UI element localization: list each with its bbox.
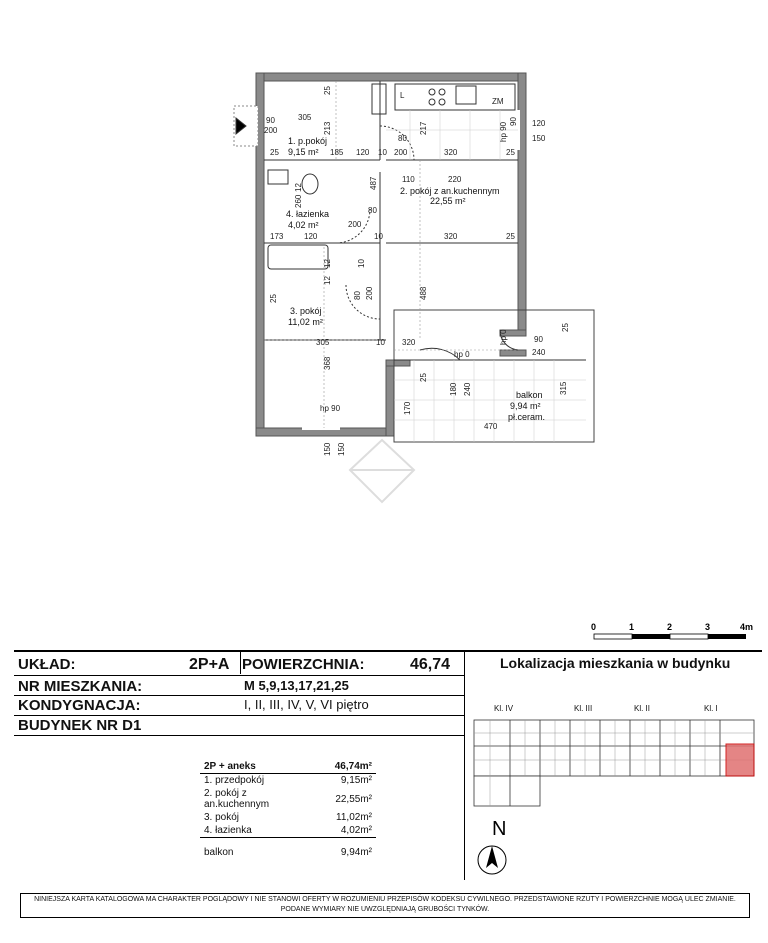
dim: 80 [368,206,377,215]
scale-tick: 2 [667,622,673,632]
door-dim: 200 [264,126,278,135]
room-4-area: 4,02 m² [288,220,319,230]
dim: 110 [402,175,415,184]
area-room: 1. przedpokój [204,775,265,786]
scale-tick: 4m [740,622,754,632]
area-row [200,824,376,838]
disclaimer-line-2: PODANE WYMIARY NIE UWZGLĘDNIAJĄ GRUBOŚCI TYNKÓW. [280,906,490,913]
scale-tick: 0 [591,622,597,632]
dim: 260 [294,194,303,208]
nr-label: NR MIESZKANIA: [18,678,143,695]
dim: 200 [365,286,374,300]
dim: 305 [316,338,330,347]
dim: 180 [449,382,458,396]
compass-icon [478,846,506,874]
area-row [200,846,376,859]
klatka-label: Kl. I [704,704,718,713]
dim: 320 [444,232,458,241]
location-title: Lokalizacja mieszkania w budynku [500,655,731,671]
dim: 10 [376,338,385,347]
dim: 12 [323,276,332,285]
dim: 240 [532,348,546,357]
dim: 25 [269,294,278,303]
dim: 25 [506,148,515,157]
dim: 488 [419,286,428,300]
area-row [200,774,376,788]
areas-header-total: 46,74m² [334,761,372,772]
room-4-name: 4. łazienka [286,209,330,219]
kitchen-zm: ZM [492,97,504,106]
info-top-line [14,650,762,652]
room-1-area: 9,15 m² [288,147,319,157]
dim: 25 [323,86,332,95]
area-value: 9,15m² [340,775,372,786]
uklad-label: UKŁAD: [18,656,76,673]
areas-table [200,760,376,859]
dim: 240 [463,382,472,396]
dim: 200 [394,148,408,157]
dim: 200 [348,220,362,229]
area-row [200,787,376,811]
dim: 315 [559,381,568,395]
room-3-name: 3. pokój [290,306,322,316]
hp-label: hp 0 [499,329,508,345]
dim: 150 [532,134,546,143]
scale-bar [591,622,753,639]
klatka-label: Kl. III [574,704,593,713]
dim: 12 [323,259,332,268]
dim: 120 [356,148,370,157]
dim: 470 [484,422,498,431]
row-line [14,675,464,676]
uklad-sep [240,652,241,674]
powierzchnia-value: 46,74 [410,656,451,673]
dim: 368 [323,356,332,370]
room-2-area: 22,55 m² [430,196,466,206]
dim: 120 [532,119,546,128]
balkon-area: 9,94 m² [510,401,541,411]
dim: 90 [509,117,518,126]
area-value: 11,02m² [336,812,372,823]
area-value: 22,55m² [335,793,372,805]
dim: 10 [357,259,366,268]
dim: 80 [353,291,362,300]
dim: 150 [323,442,332,456]
scale-tick: 1 [629,622,635,632]
dim: 10 [374,232,383,241]
kitchen-l: L [400,91,405,100]
location-map [470,700,760,880]
door-dim: 90 [266,116,275,125]
dim: 25 [506,232,515,241]
dim: 25 [419,373,428,382]
dim: 173 [270,232,284,241]
dim: 320 [402,338,416,347]
dim: 170 [403,401,412,415]
klatka-label: Kl. IV [494,704,514,713]
row-line [14,715,464,716]
info-divider [464,650,465,880]
row-line [14,695,464,696]
nr-value: M 5,9,13,17,21,25 [244,678,349,693]
dim: 90 [534,335,543,344]
disclaimer-line-1: NINIEJSZA KARTA KATALOGOWA MA CHARAKTER POGLĄDOWY I NIE STANOWI OFERTY W ROZUMIENIU PRZEPISÓW KODEKSU CYWILNEGO. PRZEDSTAWIONE RZUTY I POWIERZCHNIE MOGĄ ULEC ZMIANIE. [34,896,736,903]
dim: 217 [419,121,428,135]
powierzchnia-label: POWIERZCHNIA: [242,656,365,673]
dim: 150 [337,442,346,456]
area-row [200,811,376,824]
bud-label: BUDYNEK NR D1 [18,717,142,734]
area-room: 3. pokój [204,812,240,823]
dim: 320 [444,148,458,157]
apartment-highlight [726,744,754,776]
area-value: 9,94m² [340,847,372,858]
hp-label: hp 90 [320,404,341,413]
room-2-name: 2. pokój z an.kuchennym [400,186,500,196]
north-label: N [492,818,507,840]
areas-header-name: 2P + aneks [204,761,256,772]
kond-label: KONDYGNACJA: [18,697,141,714]
area-room: balkon [204,847,234,858]
uklad-value: 2P+A [189,656,230,673]
dim: 10 [378,148,387,157]
room-3-area: 11,02 m² [288,317,323,327]
dim: 120 [304,232,318,241]
dim: 25 [270,148,279,157]
dim: 185 [330,148,344,157]
disclaimer [20,893,750,918]
dim: 220 [448,175,462,184]
dim: 213 [323,121,332,135]
balkon-floor: pł.ceram. [508,412,546,422]
dim: 80 [398,134,407,143]
hp-label: hp 90 [499,121,508,142]
area-value: 4,02m² [340,825,372,836]
dim: 25 [561,323,570,332]
dim: 305 [298,113,312,122]
room-1-name: 1. p.pokój [288,136,328,146]
klatka-label: Kl. II [634,704,651,713]
kond-value: I, II, III, IV, V, VI piętro [244,697,369,712]
balkon-name: balkon [516,390,543,400]
area-room: 2. pokój z an.kuchennym [204,788,270,810]
hp-label: hp 0 [454,350,470,359]
area-room: 4. łazienka [204,825,252,836]
dim: 487 [369,176,378,190]
scale-tick: 3 [705,622,711,632]
dim: 12 [294,183,303,192]
row-line [14,735,464,736]
